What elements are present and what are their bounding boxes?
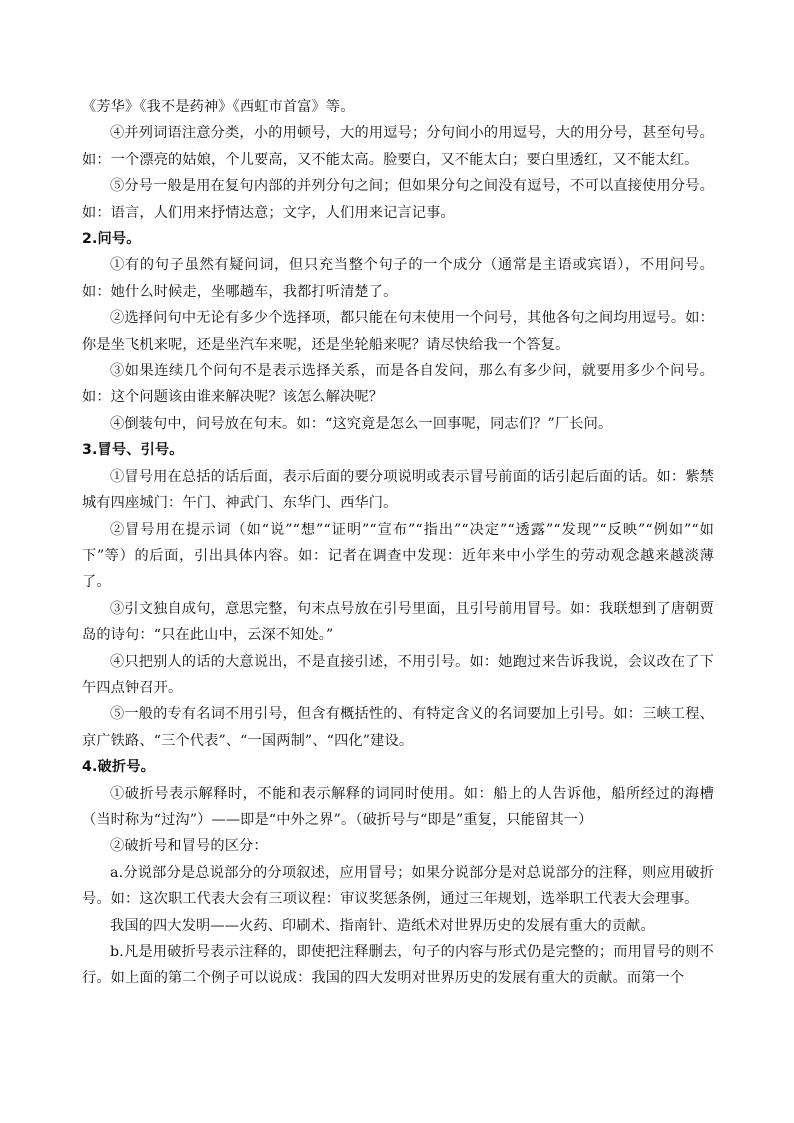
section-heading: 4.破折号。 — [82, 759, 155, 776]
paragraph: ②选择问句中无论有多少个选择项，都只能在句末使用一个问号，其他各句之间均用逗号。如：你是坐飞机来呢，还是坐汽车来呢，还是坐轮船来呢？请尽快给我一个答复。 — [82, 310, 714, 353]
section-heading: 3.冒号、引号。 — [82, 442, 184, 459]
paragraph: 我国的四大发明——火药、印刷术、指南针、造纸术对世界历史的发展有重大的贡献。 — [110, 917, 655, 934]
paragraph: b.凡是用破折号表示注释的，即使把注释删去，句子的内容与形式仍是完整的；而用冒号的则不行。如上面的第二个例子可以说成：我国的四大发明对世界历史的发展有重大的贡献。而第一个 — [82, 944, 714, 987]
paragraph: ④倒装句中，问号放在句末。如：“这究竟是怎么一回事呢，同志们？”厂长问。 — [110, 415, 613, 432]
paragraph: ⑤分号一般是用在复句内部的并列分句之间；但如果分句之间没有逗号，不可以直接使用分号。如：语言，人们用来抒情达意；文字，人们用来记言记事。 — [82, 178, 714, 221]
paragraph: ①冒号用在总括的话后面，表示后面的要分项说明或表示冒号前面的话引起后面的话。如：紫禁城有四座城门：午门、神武门、东华门、西华门。 — [82, 468, 714, 512]
paragraph: ④只把别人的话的大意说出，不是直接引述，不用引号。如：她跑过来告诉我说，会议改在了下午四点钟召开。 — [82, 653, 714, 696]
document-body — [82, 94, 714, 992]
section-heading: 2.问号。 — [82, 231, 141, 248]
paragraph: ④并列词语注意分类，小的用顿号，大的用逗号；分句间小的用逗号，大的用分号，甚至句号。如：一个漂亮的姑娘，个儿要高，又不能太高。脸要白，又不能太白；要白里透红，又不能太红。 — [82, 125, 714, 168]
paragraph: a.分说部分是总说部分的分项叙述，应用冒号；如果分说部分是对总说部分的注释，则应用破折号。如：这次职工代表大会有三项议程：审议奖惩条例，通过三年规划，选举职工代表大会理事。 — [82, 864, 714, 908]
paragraph: ③如果连续几个问句不是表示选择关系，而是各自发问，那么有多少问，就要用多少个问号。如：这个问题该由谁来解决呢？该怎么解决呢？ — [82, 363, 714, 406]
paragraph: ①有的句子虽然有疑问词，但只充当整个句子的一个成分（通常是主语或宾语），不用问号。如：她什么时候走，坐哪趟车，我都打听清楚了。 — [82, 257, 714, 300]
paragraph: ①破折号表示解释时，不能和表示解释的词同时使用。如：船上的人告诉他，船所经过的海槽（当时称为“过沟”）——即是“中外之界”。（破折号与“即是”重复，只能留其一） — [82, 785, 714, 828]
paragraph: ②冒号用在提示词（如“说”“想”“证明”“宣布”“指出”“决定”“透露”“发现”“反映”“例如”“如下”等）的后面，引出具体内容。如：记者在调查中发现：近年来中小学生的劳动观念越来越淡薄了。 — [82, 521, 714, 591]
paragraph: 《芳华》《我不是药神》《西虹市首富》等。 — [82, 99, 355, 115]
paragraph: ②破折号和冒号的区分： — [110, 838, 268, 855]
paragraph: ⑤一般的专有名词不用引号，但含有概括性的、有特定含义的名词要加上引号。如：三峡工程、京广铁路、“三个代表”、“一国两制”、“四化”建设。 — [82, 706, 714, 749]
paragraph: ③引文独自成句，意思完整，句末点号放在引号里面，且引号前用冒号。如：我联想到了唐朝贾岛的诗句：“只在此山中，云深不知处。” — [82, 600, 714, 644]
